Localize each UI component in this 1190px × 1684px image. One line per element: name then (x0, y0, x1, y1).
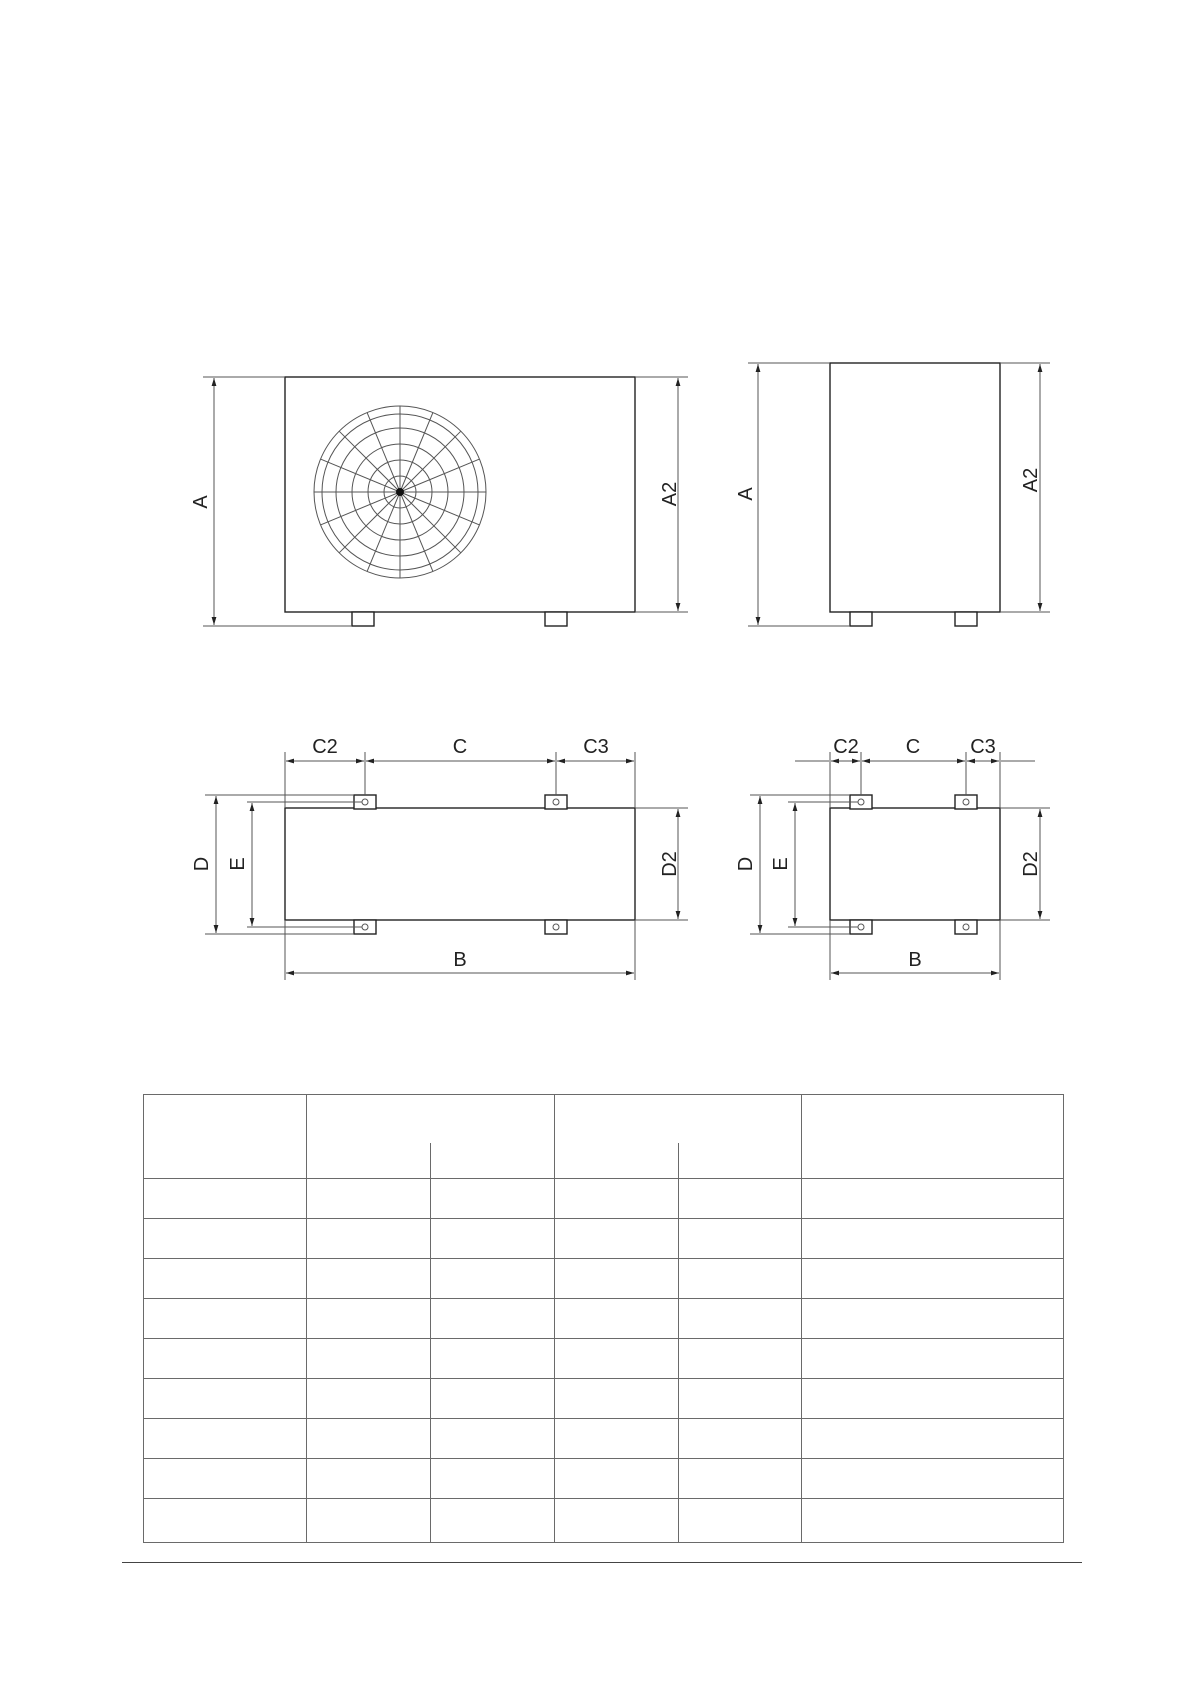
table-cell (555, 1299, 679, 1339)
table-cell (555, 1419, 679, 1459)
table-cell (679, 1299, 802, 1339)
table-subheader-cell (307, 1143, 431, 1179)
plan-view-large (191, 736, 688, 980)
table-row (144, 1259, 1064, 1299)
table-cell (307, 1499, 431, 1543)
plan2-c3-label: C3 (970, 736, 996, 758)
table-cell (144, 1379, 307, 1419)
table-cell (144, 1499, 307, 1543)
side-foot-left (850, 612, 872, 626)
table-cell (431, 1219, 555, 1259)
table-header-cell (144, 1095, 307, 1179)
table-cell (679, 1339, 802, 1379)
table-cell (802, 1259, 1064, 1299)
side-a-label: A (735, 487, 757, 501)
side-housing (830, 363, 1000, 612)
table-cell (802, 1459, 1064, 1499)
table-row (144, 1379, 1064, 1419)
table-cell (144, 1259, 307, 1299)
plan1-d2-label: D2 (659, 851, 681, 877)
table-cell (144, 1179, 307, 1219)
plan1-d-label: D (191, 856, 213, 872)
table-cell (431, 1179, 555, 1219)
plan2-c-label: C (905, 736, 921, 758)
front-a2-label: A2 (659, 481, 681, 507)
plan1-housing (285, 808, 635, 920)
front-view (190, 377, 688, 626)
plan2-d-label: D (735, 856, 757, 872)
table-cell (802, 1499, 1064, 1543)
table-header-cell (802, 1095, 1064, 1179)
table-cell (431, 1459, 555, 1499)
table-cell (555, 1179, 679, 1219)
table-subheader-cell (431, 1143, 555, 1179)
table-cell (431, 1379, 555, 1419)
plan2-bracket-br (955, 920, 977, 934)
table-cell (307, 1459, 431, 1499)
table-header-cell (307, 1095, 555, 1143)
table-cell (679, 1179, 802, 1219)
table-cell (144, 1419, 307, 1459)
table-cell (679, 1219, 802, 1259)
table-cell (555, 1379, 679, 1419)
table-cell (555, 1219, 679, 1259)
front-foot-left (352, 612, 374, 626)
plan2-d2-label: D2 (1020, 851, 1042, 877)
plan1-e-label: E (227, 857, 249, 871)
table-cell (431, 1419, 555, 1459)
table-cell (679, 1259, 802, 1299)
fan-grille-icon (314, 406, 486, 578)
table-row (144, 1459, 1064, 1499)
dimension-table (143, 1094, 1064, 1543)
table-header-cell (555, 1095, 802, 1143)
table-cell (679, 1499, 802, 1543)
table-cell (307, 1179, 431, 1219)
table-cell (307, 1219, 431, 1259)
table-row (144, 1339, 1064, 1379)
table-cell (555, 1499, 679, 1543)
table-cell (679, 1379, 802, 1419)
plan1-b-label: B (453, 949, 467, 971)
table-cell (555, 1259, 679, 1299)
table-cell (802, 1379, 1064, 1419)
plan2-b-label: B (908, 949, 922, 971)
table-cell (555, 1459, 679, 1499)
plan-view-small (735, 736, 1050, 980)
table-subheader-cell (679, 1143, 802, 1179)
table-cell (144, 1459, 307, 1499)
front-foot-right (545, 612, 567, 626)
table-row (144, 1179, 1064, 1219)
plan1-c3-label: C3 (583, 736, 609, 758)
table-cell (555, 1339, 679, 1379)
side-a2-label: A2 (1020, 467, 1042, 493)
table-cell (679, 1419, 802, 1459)
table-cell (431, 1299, 555, 1339)
footer-rule (122, 1562, 1082, 1563)
plan2-e-label: E (770, 857, 792, 871)
table-cell (144, 1339, 307, 1379)
table-row (144, 1299, 1064, 1339)
table-cell (802, 1339, 1064, 1379)
plan2-bracket-tr (955, 795, 977, 809)
side-foot-right (955, 612, 977, 626)
table-cell (431, 1259, 555, 1299)
table-cell (144, 1299, 307, 1339)
plan2-c2-label: C2 (833, 736, 859, 758)
plan1-bracket-br (545, 920, 567, 934)
table-cell (144, 1219, 307, 1259)
table-header-row (144, 1095, 1064, 1143)
table-cell (679, 1459, 802, 1499)
plan1-c-label: C (452, 736, 468, 758)
table-cell (802, 1219, 1064, 1259)
side-view (735, 363, 1050, 626)
table-cell (307, 1339, 431, 1379)
table-cell (307, 1379, 431, 1419)
table-cell (802, 1179, 1064, 1219)
table-subheader-cell (555, 1143, 679, 1179)
table-cell (307, 1299, 431, 1339)
table-row (144, 1419, 1064, 1459)
plan1-bracket-tr (545, 795, 567, 809)
table-cell (802, 1419, 1064, 1459)
table-cell (431, 1499, 555, 1543)
front-a-label: A (190, 495, 212, 509)
plan2-housing (830, 808, 1000, 920)
table-row (144, 1219, 1064, 1259)
plan1-c2-label: C2 (312, 736, 338, 758)
table-cell (431, 1339, 555, 1379)
table-row (144, 1499, 1064, 1543)
table-cell (307, 1419, 431, 1459)
table-cell (307, 1259, 431, 1299)
table-cell (802, 1299, 1064, 1339)
front-housing (285, 377, 635, 612)
